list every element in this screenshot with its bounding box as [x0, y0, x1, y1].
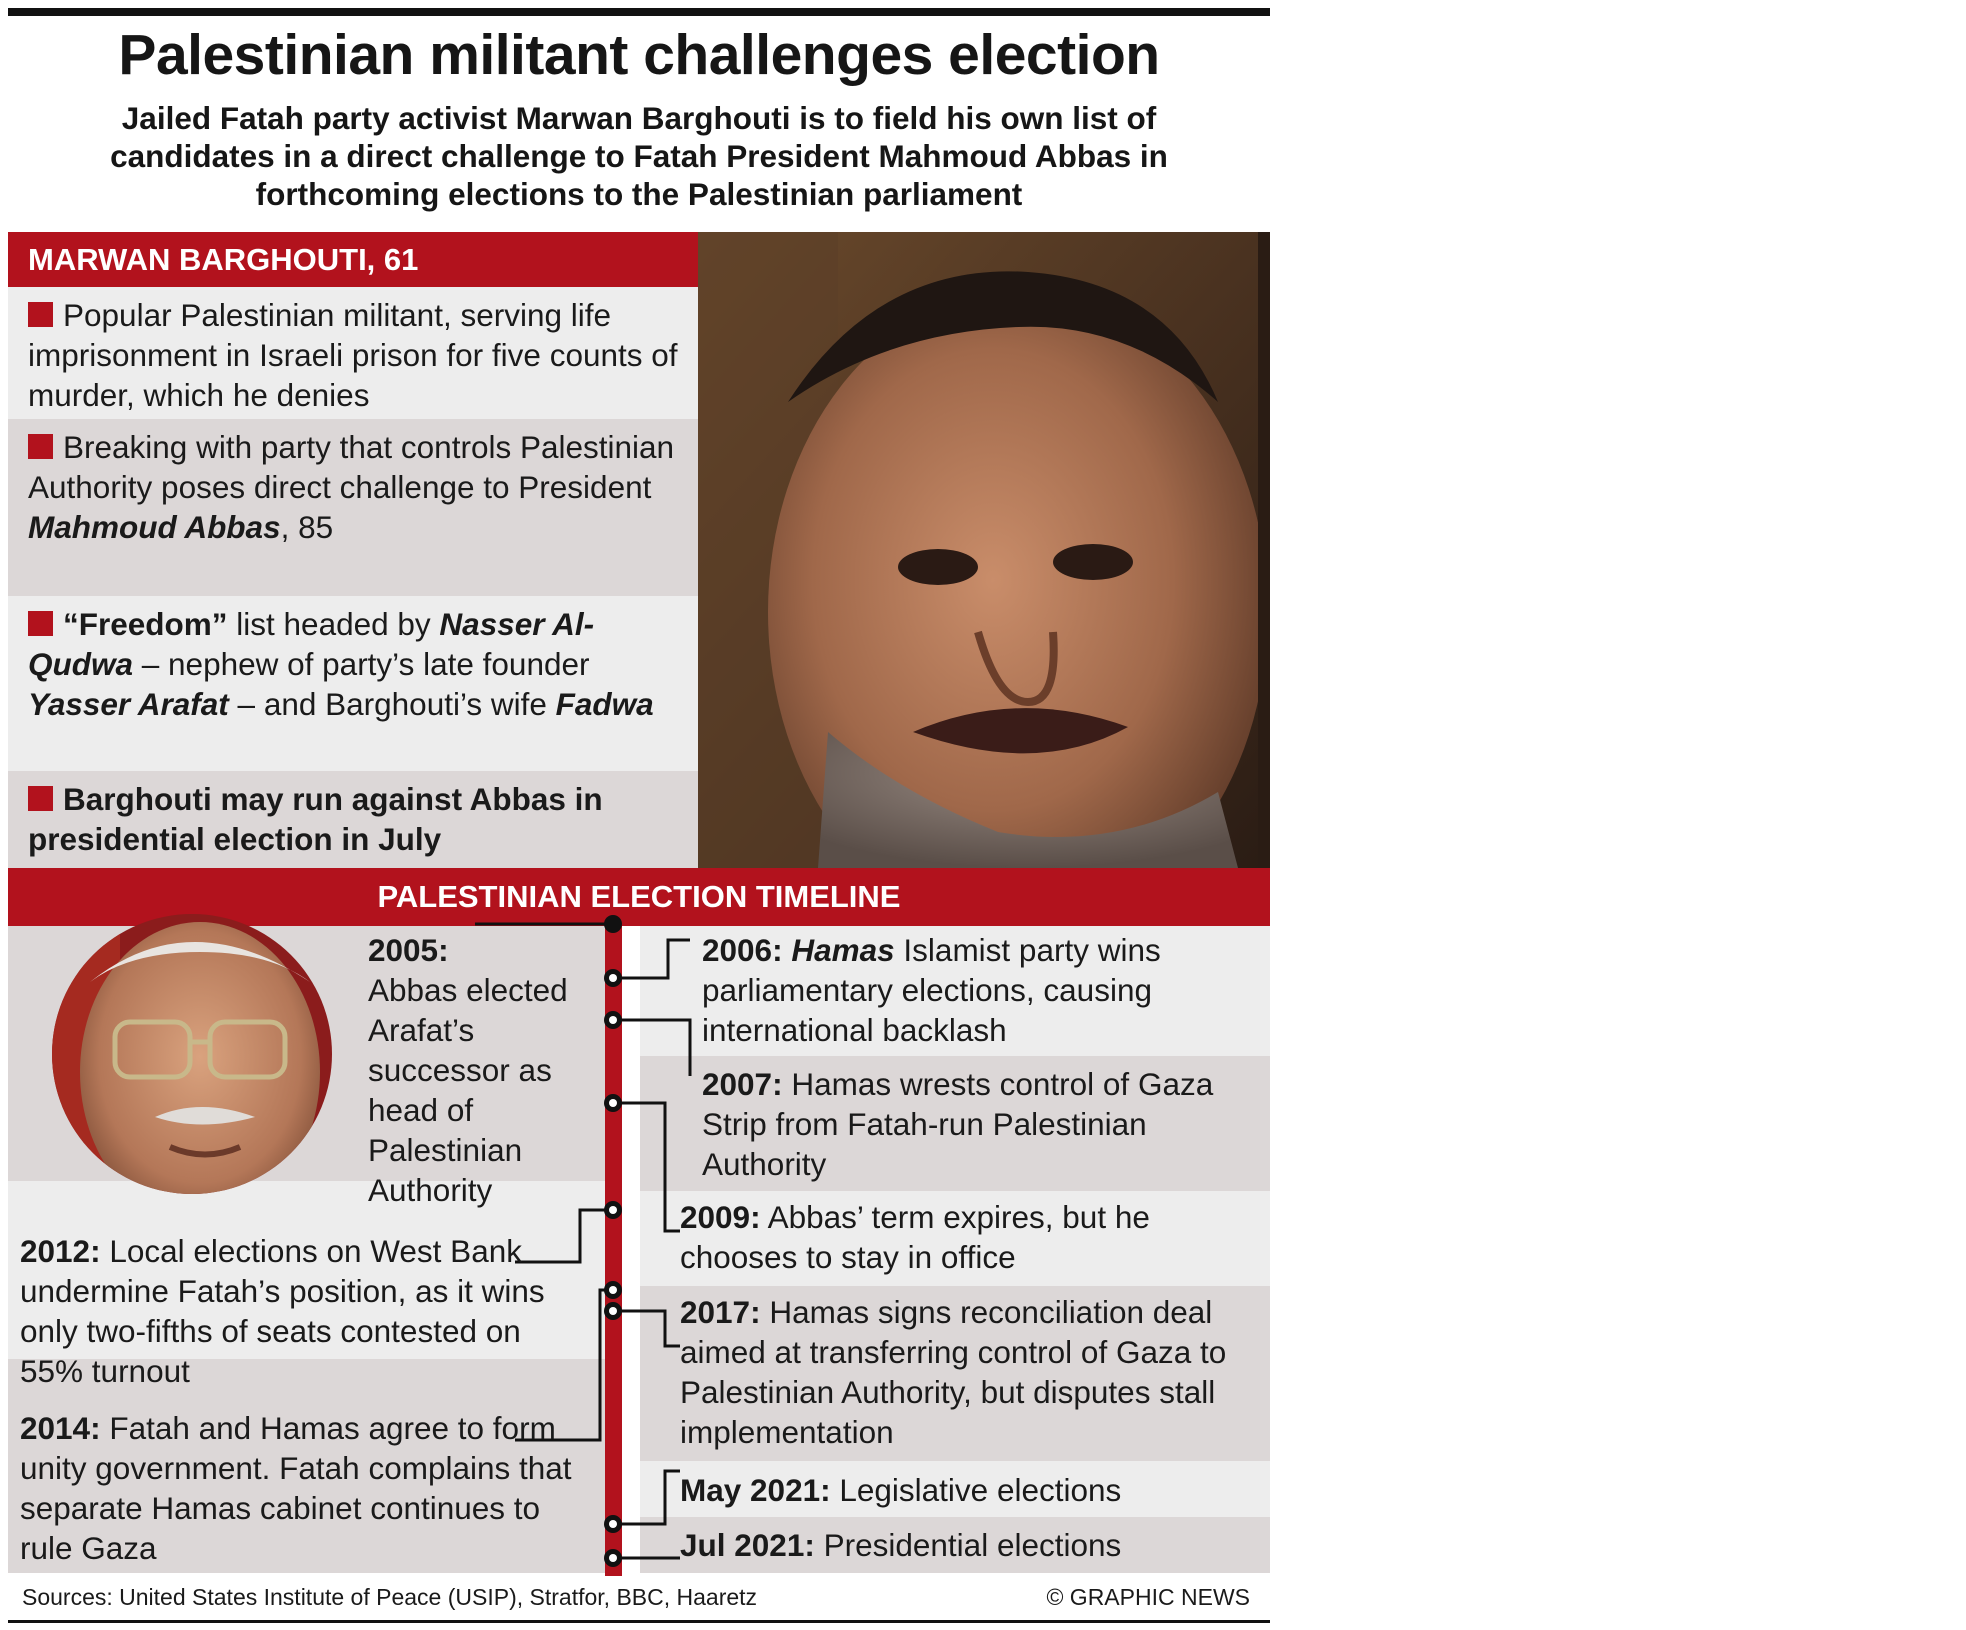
- bullet-square-icon: [28, 302, 53, 327]
- timeline-node-2005: [604, 915, 622, 933]
- timeline-entry-2009: [680, 1197, 1260, 1277]
- fact-text: Barghouti may run against Abbas in presidential election in July: [28, 781, 603, 857]
- sources-line: Sources: United States Institute of Peace (USIP), Stratfor, BBC, Haaretz: [22, 1584, 758, 1610]
- timeline-entry-2014: [20, 1408, 580, 1568]
- timeline-name-hamas: Hamas: [791, 932, 895, 968]
- timeline-text: Abbas’ term expires, but he chooses to stay in office: [680, 1199, 1150, 1275]
- fact-item-challenge: [8, 419, 698, 596]
- subhead: Jailed Fatah party activist Marwan Barghouti is to field his own list of candidates in a direct challenge to Fatah President Mahmoud Abbas in forthcoming elections to the Palestinian parliament: [110, 100, 1168, 212]
- timeline-text: Fatah and Hamas agree to form unity government. Fatah complains that separate Hamas cabinet continues to rule Gaza: [20, 1410, 572, 1566]
- photo-caption: Barghouti in court appearance on Jan 25, 2012: [1716, 991, 1956, 1090]
- connector-may2021: [612, 1471, 680, 1524]
- timeline-year: 2005:: [368, 932, 449, 968]
- fact-item-freedom-list: [8, 596, 698, 771]
- fact-text: Popular Palestinian militant, serving life imprisonment in Israeli prison for five counts of murder, which he denies: [28, 297, 678, 413]
- connector-2007: [612, 1020, 690, 1076]
- fact-item-imprisonment: [8, 287, 698, 419]
- fact-item-presidential: [8, 771, 698, 868]
- timeline-text: Islamist party wins parliamentary elections, causing international backlash: [702, 932, 1161, 1048]
- timeline-text: Local elections on West Bank undermine Fatah’s position, as it wins only two-fifths of seats contested on 55% turnout: [20, 1233, 545, 1389]
- copyright-line: © GRAPHIC NEWS: [1046, 1584, 1250, 1610]
- connector-2017: [612, 1311, 680, 1346]
- profile-header: MARWAN BARGHOUTI, 61: [8, 232, 698, 287]
- timeline-entry-2005: [368, 930, 598, 1210]
- timeline-entry-jul2021: [680, 1525, 1260, 1565]
- barghouti-portrait-illustration: [698, 232, 1270, 868]
- fact-quote: “Freedom”: [63, 606, 228, 642]
- timeline-entry-2012: [20, 1231, 580, 1391]
- fact-name-arafat: Yasser Arafat: [28, 686, 229, 722]
- timeline-year: 2006:: [702, 932, 783, 968]
- connector-2009: [612, 1103, 680, 1231]
- timeline-text: Legislative elections: [830, 1472, 1122, 1508]
- timeline-entry-2007: [702, 1064, 1258, 1184]
- photo-credit: Pictures: Getty Images: [1938, 509, 1964, 742]
- timeline-text: Hamas wrests control of Gaza Strip from Fatah-run Palestinian Authority: [702, 1066, 1214, 1182]
- fact-name-fadwa: Fadwa: [555, 686, 654, 722]
- timeline-year: May 2021:: [680, 1472, 831, 1508]
- timeline-year: 2012:: [20, 1233, 101, 1269]
- headline: Palestinian militant challenges election: [118, 23, 1160, 87]
- bullet-square-icon: [28, 611, 53, 636]
- bullet-square-icon: [28, 786, 53, 811]
- fact-name-qudwa: Nasser Al-Qudwa: [28, 606, 595, 682]
- top-rule: [8, 8, 1270, 16]
- timeline-year: 2014:: [20, 1410, 101, 1446]
- timeline-year: Jul 2021:: [680, 1527, 815, 1563]
- fact-text: Breaking with party that controls Palestinian Authority poses direct challenge to President: [28, 429, 675, 505]
- timeline-year: 2007:: [702, 1066, 783, 1102]
- connector-2006: [612, 940, 690, 978]
- timeline-text: Presidential elections: [814, 1527, 1122, 1563]
- fact-text: – and Barghouti’s wife: [228, 686, 556, 722]
- fact-name-abbas: Mahmoud Abbas: [28, 509, 281, 545]
- timeline-header: PALESTINIAN ELECTION TIMELINE: [8, 868, 1270, 926]
- timeline-text: Abbas elected Arafat’s successor as head of Palestinian Authority: [368, 972, 568, 1208]
- fact-text: list headed by: [227, 606, 440, 642]
- timeline-year: 2009:: [680, 1199, 761, 1235]
- timeline-year: 2017:: [680, 1294, 761, 1330]
- timeline-entry-2006: [702, 930, 1258, 1050]
- fact-age: , 85: [280, 509, 334, 545]
- timeline-text: Hamas signs reconciliation deal aimed at transferring control of Gaza to Palestinian Authority, but disputes stall implementation: [680, 1294, 1227, 1450]
- bottom-rule: [8, 1620, 1270, 1623]
- fact-text: – nephew of party’s late founder: [133, 646, 590, 682]
- bullet-square-icon: [28, 434, 53, 459]
- timeline-entry-2017: [680, 1292, 1260, 1452]
- timeline-entry-may2021: [680, 1470, 1260, 1510]
